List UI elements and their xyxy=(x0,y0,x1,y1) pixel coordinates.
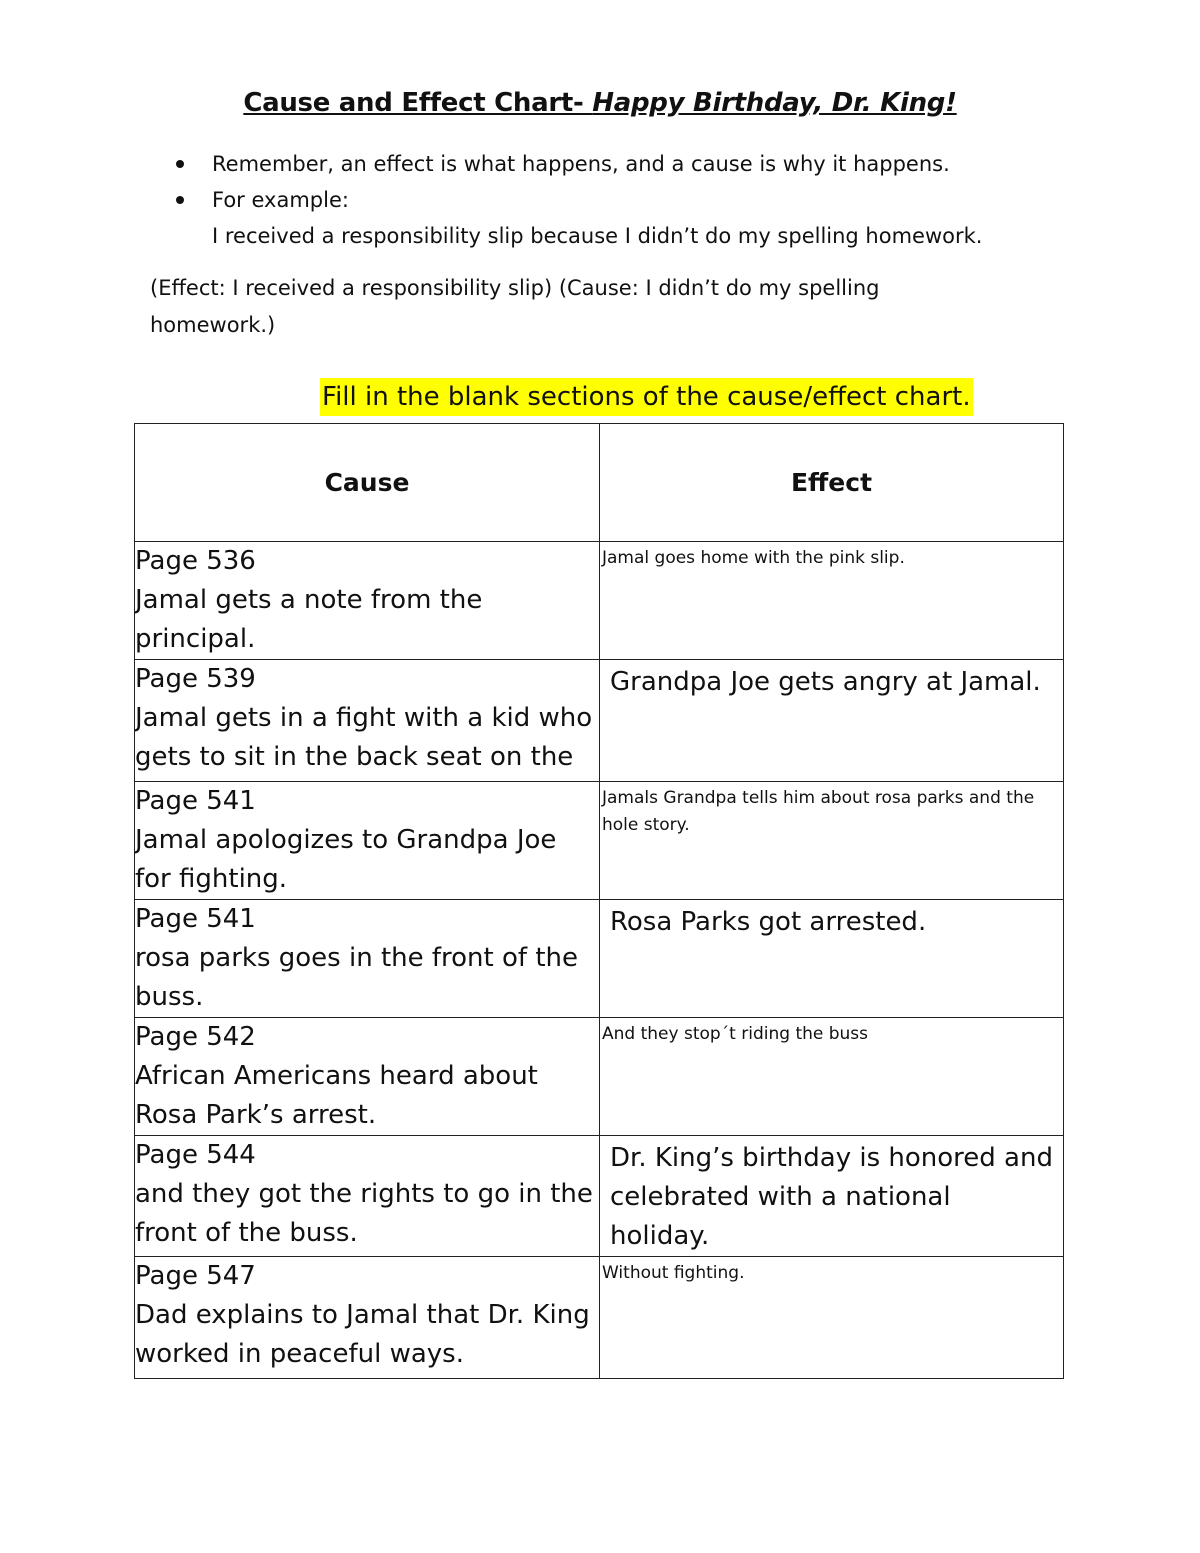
bullet-text: For example: xyxy=(212,188,349,212)
cause-text: and they got the rights to go in the front of the buss. xyxy=(135,1179,593,1248)
bullet-text: Remember, an effect is what happens, and a cause is why it happens. xyxy=(212,152,950,176)
cause-cell[interactable] xyxy=(135,900,600,1018)
table-row xyxy=(135,1257,1064,1379)
header-cause: Cause xyxy=(135,424,600,542)
effect-text: Grandpa Joe gets angry at Jamal. xyxy=(610,667,1041,697)
cause-effect-table xyxy=(134,423,1064,1379)
cause-cell[interactable] xyxy=(135,542,600,660)
table-row xyxy=(135,1018,1064,1136)
page-ref: Page 536 xyxy=(135,546,256,576)
effect-text: Jamal goes home with the pink slip. xyxy=(602,548,905,568)
table-row xyxy=(135,542,1064,660)
bullet-dot-icon xyxy=(176,160,184,168)
cause-cell[interactable] xyxy=(135,1257,600,1379)
effect-text: And they stop´t riding the buss xyxy=(602,1024,869,1044)
header-effect: Effect xyxy=(600,424,1064,542)
page-ref: Page 539 xyxy=(135,664,256,694)
title-italic: Happy Birthday, Dr. King! xyxy=(592,88,957,118)
table-row xyxy=(135,660,1064,782)
page-ref: Page 544 xyxy=(135,1140,256,1170)
instruction-highlight: Fill in the blank sections of the cause/effect chart. xyxy=(320,378,973,416)
bullet-item xyxy=(174,146,982,182)
page-ref: Page 541 xyxy=(135,904,256,934)
cause-text: Jamal apologizes to Grandpa Joe for fighting. xyxy=(135,825,557,894)
effect-cell[interactable] xyxy=(600,900,1064,1018)
effect-text: Dr. King’s birthday is honored and celebrated with a national holiday. xyxy=(610,1143,1053,1251)
table-header-row xyxy=(135,424,1064,542)
bullet-example-sentence: I received a responsibility slip because I didn’t do my spelling homework. xyxy=(212,224,983,248)
effect-text: Without fighting. xyxy=(602,1263,745,1283)
effect-cell[interactable] xyxy=(600,660,1064,782)
effect-text: Jamals Grandpa tells him about rosa parks and the hole story. xyxy=(602,788,1035,835)
cause-cell[interactable] xyxy=(135,782,600,900)
effect-cell[interactable] xyxy=(600,782,1064,900)
cause-text: Jamal gets a note from the principal. xyxy=(135,585,483,654)
page-ref: Page 542 xyxy=(135,1022,256,1052)
bullet-list xyxy=(174,146,982,254)
effect-text: Rosa Parks got arrested. xyxy=(610,907,927,937)
table-row xyxy=(135,900,1064,1018)
table-row xyxy=(135,1136,1064,1257)
cause-text: African Americans heard about Rosa Park’s arrest. xyxy=(135,1061,538,1130)
effect-cell[interactable] xyxy=(600,1257,1064,1379)
effect-cell[interactable] xyxy=(600,542,1064,660)
cause-text: rosa parks goes in the front of the buss. xyxy=(135,943,578,1012)
cause-cell[interactable] xyxy=(135,1018,600,1136)
effect-cell[interactable] xyxy=(600,1136,1064,1257)
effect-cell[interactable] xyxy=(600,1018,1064,1136)
table-row xyxy=(135,782,1064,900)
title-plain: Cause and Effect Chart- xyxy=(243,88,593,118)
page-ref: Page 541 xyxy=(135,786,256,816)
cause-cell[interactable] xyxy=(135,1136,600,1257)
page-title xyxy=(0,88,1200,118)
page-ref: Page 547 xyxy=(135,1261,256,1291)
cause-cell[interactable] xyxy=(135,660,600,782)
example-explanation: (Effect: I received a responsibility slip) (Cause: I didn’t do my spelling homework.) xyxy=(150,276,880,337)
bullet-dot-icon xyxy=(176,196,184,204)
bullet-item xyxy=(174,182,982,254)
cause-text: Dad explains to Jamal that Dr. King worked in peaceful ways. xyxy=(135,1300,590,1369)
cause-text: Jamal gets in a fight with a kid who gets to sit in the back seat on the xyxy=(135,703,593,772)
